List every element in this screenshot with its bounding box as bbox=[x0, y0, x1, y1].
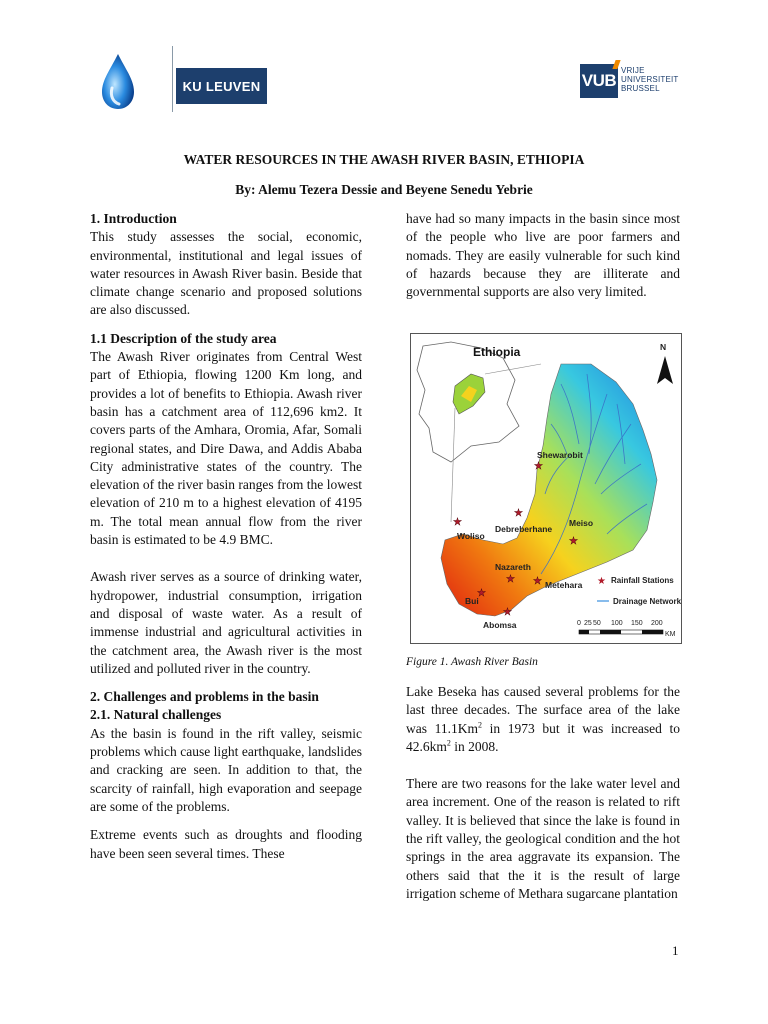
station-label-shewarobit: Shewarobit bbox=[537, 450, 583, 460]
svg-text:150: 150 bbox=[631, 620, 643, 627]
ku-leuven-logo: KU LEUVEN bbox=[176, 68, 267, 104]
legend-rainfall-stations: Rainfall Stations bbox=[611, 576, 674, 585]
station-marker: ★ bbox=[453, 517, 462, 528]
vub-logo-accent bbox=[612, 60, 620, 69]
figure-caption: Figure 1. Awash River Basin bbox=[406, 656, 538, 668]
north-arrow-icon bbox=[657, 342, 673, 384]
station-label-woliso: Woliso bbox=[457, 531, 485, 541]
natural-challenges-heading: 2.1. Natural challenges bbox=[90, 707, 222, 723]
svg-text:KM: KM bbox=[665, 631, 676, 638]
water-drop-logo bbox=[96, 52, 140, 112]
map-country-label: Ethiopia bbox=[473, 345, 521, 359]
station-label-debreberhane: Debreberhane bbox=[495, 524, 553, 534]
reasons-paragraph: There are two reasons for the lake water level and area increment. One of the reason is related to rift valley. It is believed that since the lake is found in the rift valley, the geological condition and the hot springs in the area aggravate its expansion. The others said that the it is the result of large irrigation scheme of Methara sugarcane plantation bbox=[406, 776, 680, 901]
header-divider bbox=[172, 46, 173, 112]
vub-logo-text: VRIJE UNIVERSITEIT BRUSSEL bbox=[621, 66, 679, 93]
station-marker: ★ bbox=[534, 461, 543, 472]
extreme-events-paragraph: Extreme events such as droughts and flooding have been seen several times. These bbox=[90, 827, 362, 861]
map-legend bbox=[597, 576, 681, 606]
introduction-heading: 1. Introduction bbox=[90, 211, 177, 226]
vub-logo: VUB bbox=[580, 64, 618, 98]
author-byline: By: Alemu Tezera Dessie and Beyene Senedu Yebrie bbox=[235, 182, 533, 197]
station-marker: ★ bbox=[477, 588, 486, 599]
challenges-heading: 2. Challenges and problems in the basin bbox=[90, 689, 319, 705]
station-label-abomsa: Abomsa bbox=[483, 620, 517, 630]
legend-star-icon: ★ bbox=[597, 576, 606, 587]
station-label-bui: Bui bbox=[465, 596, 479, 606]
awash-basin-map bbox=[410, 333, 682, 644]
introduction-paragraph: This study assesses the social, economic, environmental, institutional and legal issues of water resources in Awash River basin. Beside that climate change scenario and proposed solutions are also discussed. bbox=[90, 229, 362, 318]
document-title: WATER RESOURCES IN THE AWASH RIVER BASIN, ETHIOPIA bbox=[183, 152, 585, 167]
svg-text:200: 200 bbox=[651, 620, 663, 627]
station-label-meiso: Meiso bbox=[569, 518, 594, 528]
station-marker: ★ bbox=[506, 574, 515, 585]
svg-text:100: 100 bbox=[611, 620, 623, 627]
continuation-paragraph: have had so many impacts in the basin since most of the people who live are poor farmers and nomads. They are easily vulnerable for such kind of hazards because they are illiterate and governmental supports are also very limited. bbox=[406, 211, 680, 300]
study-area-paragraph: The Awash River originates from Central West part of Ethiopia, flowing 1200 Km long, and provides a lot of benefits to Ethiopia. Awash river basin has a catchment area of 112,696 km2. It covers parts of the Amhara, Oromia, Afar, Somali regional states, and Dire Dawa, and Addis Ababa City administrative states of the country. The elevation of the river basin ranges from the lowest elevation of 210 m to a highest elevation of 4195 m. The total mean annual flow from the river basin is estimated to be 4.9 BMC. bbox=[90, 349, 362, 548]
legend-drainage-network: Drainage Network bbox=[613, 597, 681, 606]
station-marker: ★ bbox=[533, 576, 542, 587]
station-marker: ★ bbox=[514, 508, 523, 519]
svg-text:50: 50 bbox=[593, 620, 601, 627]
station-label-metehara: Metehara bbox=[545, 580, 583, 590]
lake-beseka-paragraph: Lake Beseka has caused several problems for the last three decades. The surface area of the lake was 11.1Km$^2$ in 1973 but it was increased to $42.6km^2$ in 2008. bbox=[406, 684, 680, 754]
right-column-bottom bbox=[406, 683, 680, 903]
study-area-heading: 1.1 Description of the study area bbox=[90, 330, 277, 346]
north-label: N bbox=[660, 342, 667, 352]
svg-text:25: 25 bbox=[584, 620, 592, 627]
station-label-nazareth: Nazareth bbox=[495, 562, 531, 572]
river-use-paragraph: Awash river serves as a source of drinking water, hydropower, industrial consumption, irrigation and disposal of waste water. As a result of immense industrial and agricultural activities in the catchment area, the Awash river is the most utilized and polluted river in the country. bbox=[90, 569, 362, 676]
svg-text:0: 0 bbox=[577, 620, 581, 627]
page-number: 1 bbox=[672, 943, 679, 958]
left-column bbox=[90, 210, 362, 863]
natural-challenges-paragraph: As the basin is found in the rift valley, seismic problems which cause light earthquake, landslides and cracking are seen. In addition to that, the scarcity of rainfall, high evaporation and seepage are some of the problems. bbox=[90, 725, 362, 814]
scale-bar bbox=[577, 620, 676, 638]
station-marker: ★ bbox=[503, 607, 512, 618]
right-column-top bbox=[406, 210, 680, 301]
station-marker: ★ bbox=[569, 536, 578, 547]
